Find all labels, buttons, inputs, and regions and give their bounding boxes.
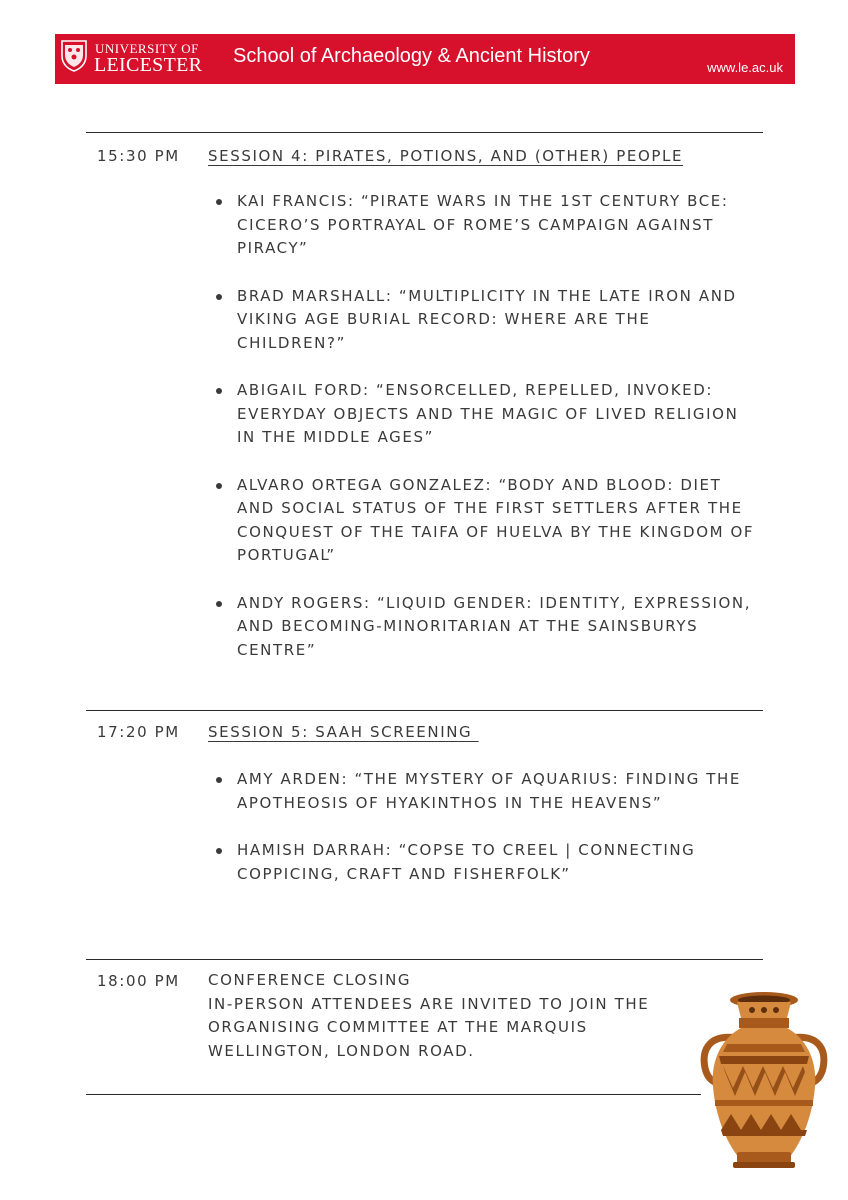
- closing-title: CONFERENCE CLOSING: [208, 971, 412, 989]
- school-title: School of Archaeology & Ancient History: [233, 45, 590, 67]
- talk-text: AMY ARDEN: “THE MYSTERY OF AQUARIUS: FINDING THE APOTHEOSIS OF HYAKINTHOS IN THE HEAVENS”: [237, 770, 741, 812]
- talk-list: [216, 190, 756, 686]
- divider: [86, 132, 763, 133]
- talk-text: KAI FRANCIS: “PIRATE WARS IN THE 1ST CENTURY BCE: CICERO’S PORTRAYAL OF ROME’S CAMPAIGN AGAINST PIRACY”: [237, 192, 729, 257]
- closing-line: IN-PERSON ATTENDEES ARE INVITED TO JOIN THE: [208, 994, 650, 1013]
- header-banner: [55, 34, 795, 84]
- talk-item: [216, 379, 756, 450]
- divider: [86, 959, 763, 960]
- talk-item: [216, 592, 756, 663]
- talk-item: [216, 285, 756, 356]
- talk-item: [216, 839, 756, 886]
- talk-item: [216, 474, 756, 568]
- logo-text-university-of: UNIVERSITY OF: [95, 41, 199, 56]
- bullet-icon: [216, 199, 222, 205]
- session-time: 15:30 PM: [97, 147, 180, 165]
- talk-list: [216, 768, 756, 910]
- bullet-icon: [216, 483, 222, 489]
- talk-text: ANDY ROGERS: “LIQUID GENDER: IDENTITY, EXPRESSION, AND BECOMING-MINORITARIAN AT THE SAINSBURYS CENTRE”: [237, 593, 752, 659]
- bullet-icon: [216, 601, 222, 607]
- divider: [86, 710, 763, 711]
- closing-line: ORGANISING COMMITTEE AT THE MARQUIS: [208, 1018, 588, 1036]
- session-title: SESSION 4: PIRATES, POTIONS, AND (OTHER) PEOPLE: [208, 147, 684, 165]
- bullet-icon: [216, 294, 222, 300]
- closing-time: 18:00 PM: [97, 972, 180, 990]
- divider: [86, 1094, 701, 1095]
- amphora-vase-icon: [697, 990, 831, 1170]
- bullet-icon: [216, 777, 222, 783]
- bullet-icon: [216, 388, 222, 394]
- closing-block: [208, 969, 728, 1063]
- logo-text-leicester: LEICESTER: [94, 54, 203, 76]
- university-crest-icon: [61, 40, 87, 72]
- bullet-icon: [216, 848, 222, 854]
- talk-item: [216, 768, 756, 815]
- talk-text: ABIGAIL FORD: “ENSORCELLED, REPELLED, INVOKED: EVERYDAY OBJECTS AND THE MAGIC OF LIVED RELIGION IN THE MIDDLE AGES”: [237, 381, 739, 446]
- closing-line: WELLINGTON, LONDON ROAD.: [208, 1041, 475, 1060]
- website-link[interactable]: www.le.ac.uk: [707, 60, 783, 75]
- session-title: SESSION 5: SAAH SCREENING: [208, 723, 479, 741]
- talk-text: BRAD MARSHALL: “MULTIPLICITY IN THE LATE IRON AND VIKING AGE BURIAL RECORD: WHERE ARE THE CHILDREN?”: [237, 286, 737, 352]
- session-time: 17:20 PM: [97, 723, 180, 741]
- talk-text: ALVARO ORTEGA GONZALEZ: “BODY AND BLOOD: DIET AND SOCIAL STATUS OF THE FIRST SETTLERS AFTER THE CONQUEST OF THE TAIFA OF HUELVA BY THE KINGDOM OF PORTUGAL”: [237, 475, 755, 564]
- talk-text: HAMISH DARRAH: “COPSE TO CREEL | CONNECTING COPPICING, CRAFT AND FISHERFOLK”: [237, 841, 696, 883]
- university-logo[interactable]: [61, 40, 201, 78]
- talk-item: [216, 190, 756, 261]
